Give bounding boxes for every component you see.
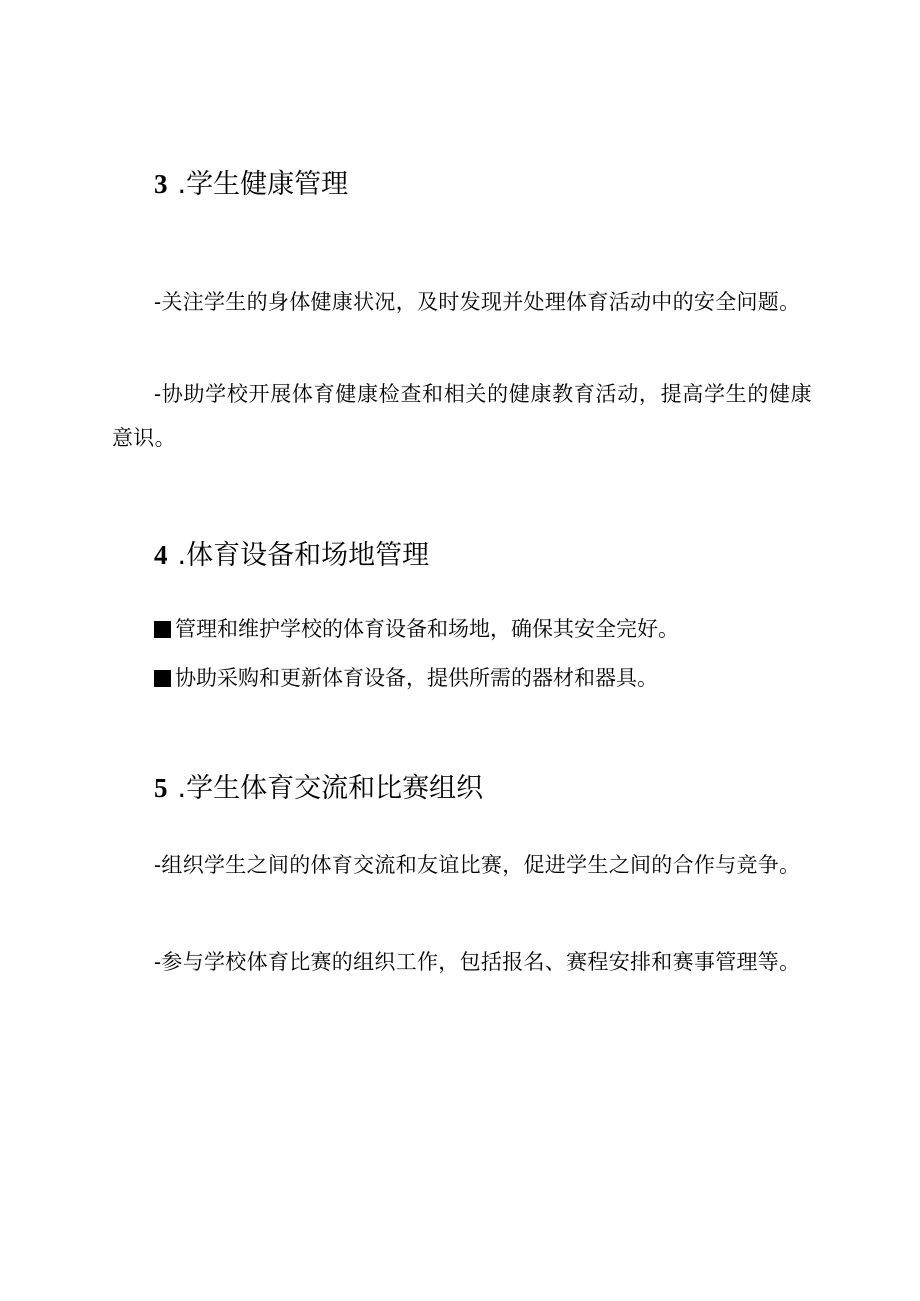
section-title: .学生健康管理 <box>177 169 349 200</box>
section-number: 4 <box>154 540 168 570</box>
list-item <box>154 607 679 651</box>
section-number: 3 <box>154 169 168 199</box>
list-item-text: 协助采购和更新体育设备，提供所需的器材和器具。 <box>175 666 658 690</box>
list-item <box>154 656 658 700</box>
section-number: 5 <box>154 773 168 803</box>
paragraph: -关注学生的身体健康状况，及时发现并处理体育活动中的安全问题。 <box>154 290 801 314</box>
section-title: .学生体育交流和比赛组织 <box>177 773 484 804</box>
section-heading <box>154 167 348 202</box>
paragraph: -参与学校体育比赛的组织工作，包括报名、赛程安排和赛事管理等。 <box>154 950 801 974</box>
paragraph: -协助学校开展体育健康检查和相关的健康教育活动，提高学生的健康意识。 <box>112 382 812 450</box>
section-heading <box>154 538 429 573</box>
square-bullet-icon <box>154 670 171 687</box>
section-heading <box>154 771 483 806</box>
paragraph: -组织学生之间的体育交流和友谊比赛，促进学生之间的合作与竞争。 <box>154 853 801 877</box>
list-item-text: 管理和维护学校的体育设备和场地，确保其安全完好。 <box>175 617 679 641</box>
square-bullet-icon <box>154 621 171 638</box>
section-title: .体育设备和场地管理 <box>177 540 430 571</box>
